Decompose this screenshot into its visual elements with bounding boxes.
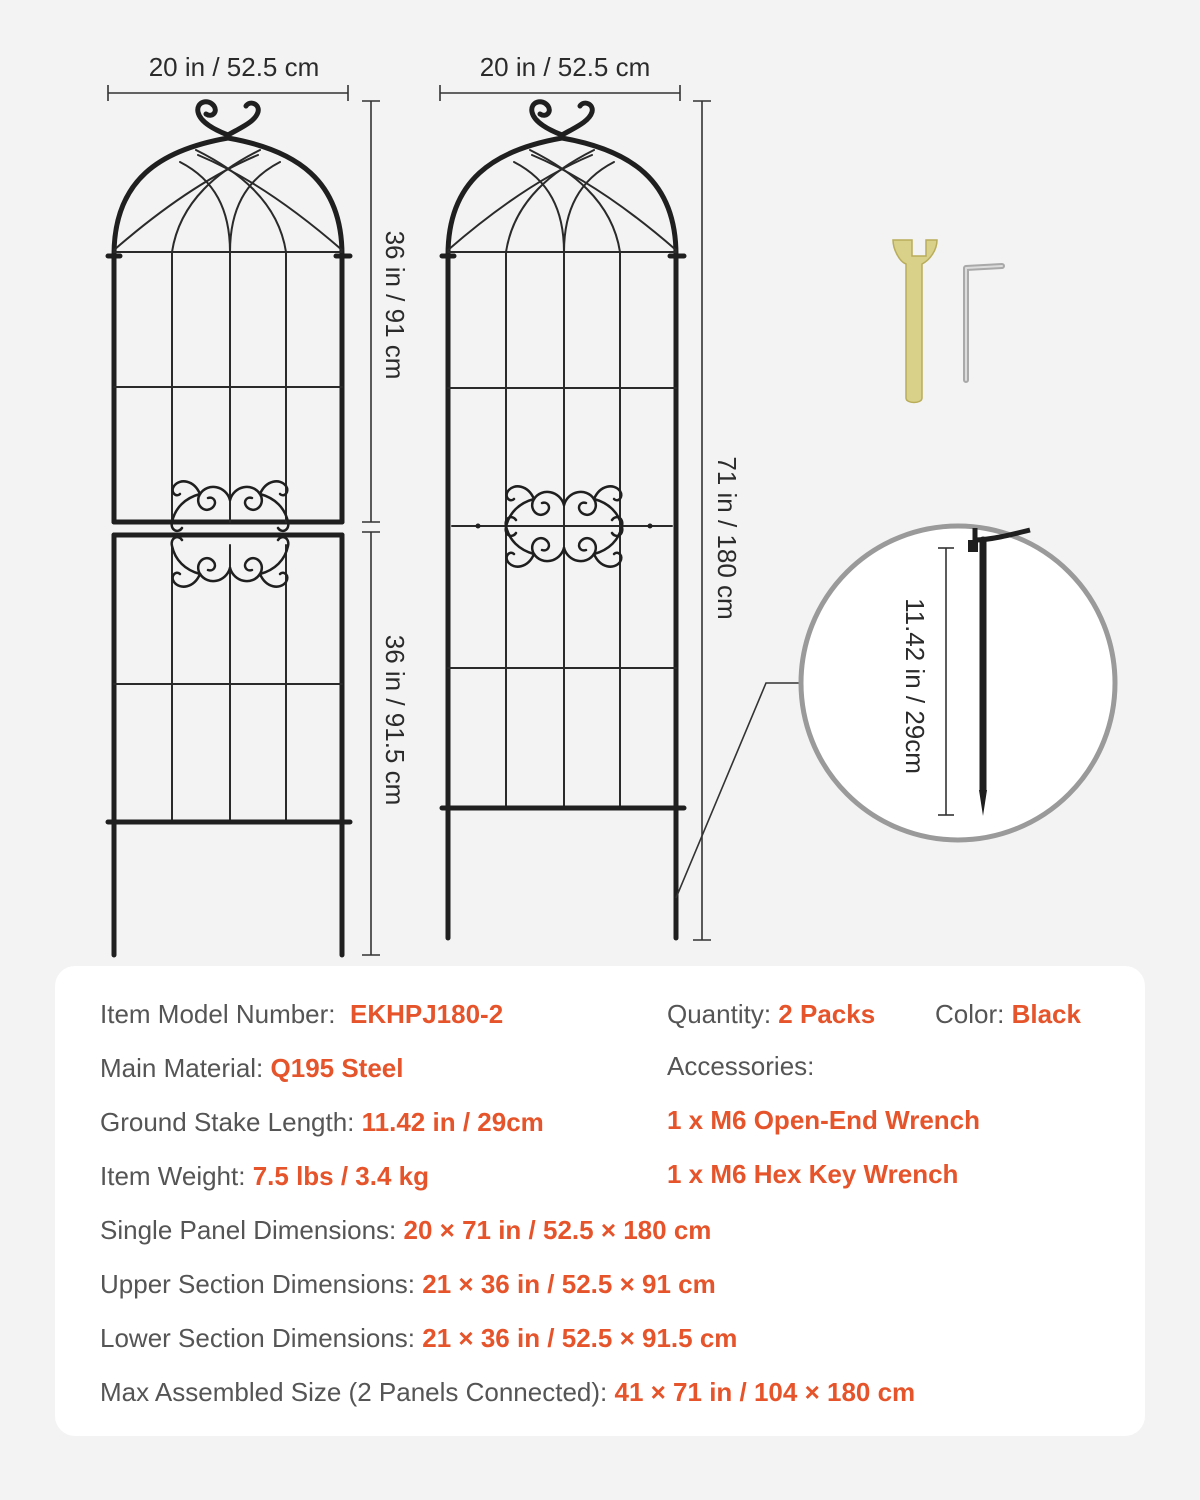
right-width-label: 20 in / 52.5 cm: [479, 52, 651, 82]
spec-card: [55, 966, 1145, 1436]
spec-accessory-1: 1 x M6 Open-End Wrench: [667, 1105, 981, 1135]
spec-max-assembled: Max Assembled Size (2 Panels Connected): 41 × 71 in / 104 × 180 cm: [100, 1377, 916, 1407]
upper-height-label: 36 in / 91 cm: [380, 230, 410, 380]
spec-upper-section: Upper Section Dimensions: 21 × 36 in / 52.5 × 91 cm: [100, 1269, 716, 1299]
spec-single-panel: Single Panel Dimensions: 20 × 71 in / 52.5 × 180 cm: [100, 1215, 712, 1245]
ground-stake-icon: [979, 540, 987, 816]
right-panel: [440, 85, 711, 940]
total-height-label: 71 in / 180 cm: [712, 456, 742, 620]
spec-accessory-2: 1 x M6 Hex Key Wrench: [667, 1159, 959, 1189]
spec-weight: Item Weight: 7.5 lbs / 3.4 kg: [100, 1161, 430, 1191]
stake-zoom: [801, 526, 1115, 840]
spec-accessories: Accessories:: [667, 1051, 815, 1081]
callout-line: [676, 683, 804, 898]
hex-key-icon: [966, 266, 1002, 380]
spec-model: Item Model Number: EKHPJ180-2: [100, 999, 504, 1029]
spec-color: Color: Black: [935, 999, 1081, 1029]
left-panel: [108, 85, 380, 955]
spec-stake: Ground Stake Length: 11.42 in / 29cm: [100, 1107, 544, 1137]
left-width-label: 20 in / 52.5 cm: [148, 52, 320, 82]
spec-quantity: Quantity: 2 Packs: [667, 999, 876, 1029]
stake-length-label: 11.42 in / 29cm: [900, 598, 930, 774]
lower-height-label: 36 in / 91.5 cm: [380, 634, 410, 806]
spec-lower-section: Lower Section Dimensions: 21 × 36 in / 52.5 × 91.5 cm: [100, 1323, 738, 1353]
open-end-wrench-icon: [893, 240, 937, 403]
spec-material: Main Material: Q195 Steel: [100, 1053, 404, 1083]
